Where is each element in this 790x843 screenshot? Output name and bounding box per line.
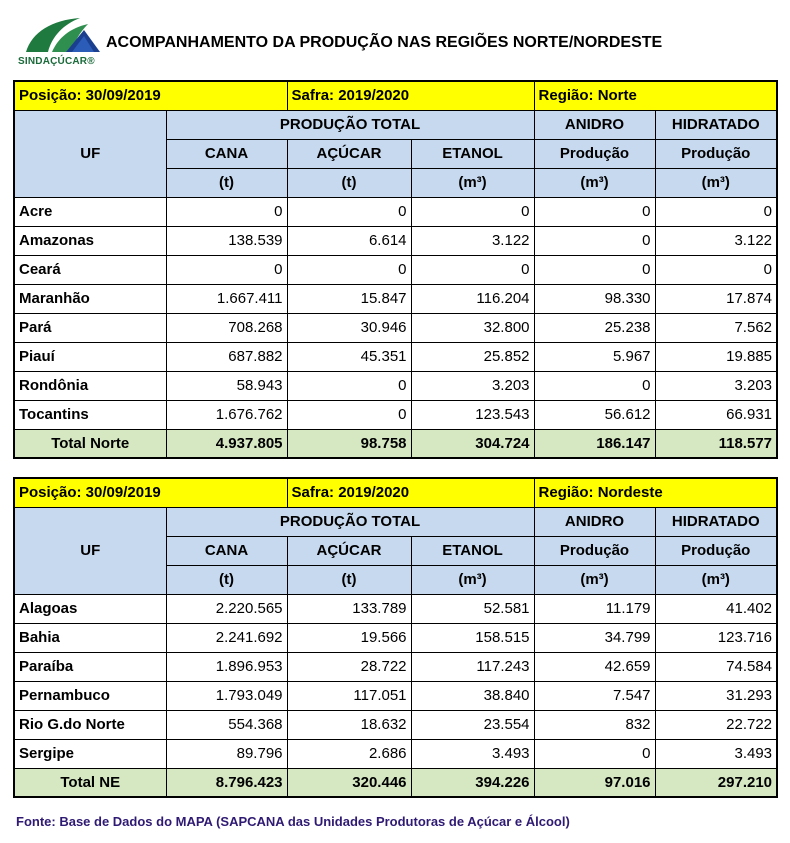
etanol-cell: 123.543 — [411, 400, 534, 429]
hidratado-cell: 22.722 — [655, 710, 777, 739]
table-row — [14, 284, 777, 313]
cana-cell: 0 — [166, 197, 287, 226]
table-row — [14, 681, 777, 710]
acucar-cell: 18.632 — [287, 710, 411, 739]
anidro-header: ANIDRO — [534, 110, 655, 139]
hidratado-cell: 74.584 — [655, 652, 777, 681]
hidratado-cell: 41.402 — [655, 594, 777, 623]
producao-total-header: PRODUÇÃO TOTAL — [166, 110, 534, 139]
anidro-cell: 0 — [534, 371, 655, 400]
norte-position-row — [14, 81, 777, 110]
etanol-cell: 117.243 — [411, 652, 534, 681]
unit-cell: (t) — [287, 168, 411, 197]
uf-header: UF — [14, 110, 166, 197]
logo-text: SINDAÇÚCAR® — [18, 56, 95, 67]
cana-cell: 2.241.692 — [166, 623, 287, 652]
acucar-cell: 30.946 — [287, 313, 411, 342]
acucar-cell: 0 — [287, 400, 411, 429]
etanol-cell: 116.204 — [411, 284, 534, 313]
unit-cell: (t) — [287, 565, 411, 594]
acucar-cell: 0 — [287, 371, 411, 400]
uf-cell: Maranhão — [14, 284, 166, 313]
norte-table — [13, 80, 778, 459]
source-footnote: Fonte: Base de Dados do MAPA (SAPCANA das Unidades Produtoras de Açúcar e Álcool) — [16, 814, 570, 829]
hidratado-cell: 66.931 — [655, 400, 777, 429]
etanol-total: 304.724 — [411, 429, 534, 458]
table-row — [14, 652, 777, 681]
cana-total: 8.796.423 — [166, 768, 287, 797]
position-date: Posição: 30/09/2019 — [14, 81, 287, 110]
anidro-cell: 0 — [534, 255, 655, 284]
hidratado-cell: 7.562 — [655, 313, 777, 342]
acucar-total: 320.446 — [287, 768, 411, 797]
anidro-total: 186.147 — [534, 429, 655, 458]
unit-cell: (m³) — [534, 565, 655, 594]
uf-cell: Piauí — [14, 342, 166, 371]
anidro-cell: 7.547 — [534, 681, 655, 710]
nordeste-position-row — [14, 478, 777, 507]
unit-cell: (m³) — [534, 168, 655, 197]
anidro-cell: 42.659 — [534, 652, 655, 681]
acucar-cell: 28.722 — [287, 652, 411, 681]
anidro-cell: 0 — [534, 197, 655, 226]
anidro-cell: 5.967 — [534, 342, 655, 371]
hidratado-cell: 19.885 — [655, 342, 777, 371]
acucar-cell: 19.566 — [287, 623, 411, 652]
table-row — [14, 739, 777, 768]
hidratado-total: 118.577 — [655, 429, 777, 458]
hidratado-producao-header: Produção — [655, 139, 777, 168]
hidratado-cell: 17.874 — [655, 284, 777, 313]
anidro-cell: 98.330 — [534, 284, 655, 313]
unit-cell: (m³) — [655, 565, 777, 594]
anidro-cell: 0 — [534, 226, 655, 255]
etanol-header: ETANOL — [411, 536, 534, 565]
uf-cell: Bahia — [14, 623, 166, 652]
unit-cell: (m³) — [411, 565, 534, 594]
table-row — [14, 197, 777, 226]
uf-cell: Pernambuco — [14, 681, 166, 710]
table-row — [14, 594, 777, 623]
header-row — [14, 507, 777, 536]
uf-cell: Ceará — [14, 255, 166, 284]
table-row — [14, 255, 777, 284]
nordeste-table — [13, 477, 778, 798]
anidro-header: ANIDRO — [534, 507, 655, 536]
cana-cell: 708.268 — [166, 313, 287, 342]
cana-cell: 58.943 — [166, 371, 287, 400]
uf-cell: Rio G.do Norte — [14, 710, 166, 739]
cana-cell: 554.368 — [166, 710, 287, 739]
hidratado-header: HIDRATADO — [655, 110, 777, 139]
etanol-cell: 52.581 — [411, 594, 534, 623]
header-row — [14, 110, 777, 139]
etanol-total: 394.226 — [411, 768, 534, 797]
cana-cell: 1.676.762 — [166, 400, 287, 429]
acucar-header: AÇÚCAR — [287, 536, 411, 565]
uf-cell: Alagoas — [14, 594, 166, 623]
anidro-cell: 56.612 — [534, 400, 655, 429]
hidratado-cell: 0 — [655, 197, 777, 226]
etanol-cell: 25.852 — [411, 342, 534, 371]
table-row — [14, 623, 777, 652]
hidratado-producao-header: Produção — [655, 536, 777, 565]
acucar-cell: 0 — [287, 255, 411, 284]
hidratado-cell: 31.293 — [655, 681, 777, 710]
uf-header: UF — [14, 507, 166, 594]
cana-header: CANA — [166, 536, 287, 565]
acucar-cell: 2.686 — [287, 739, 411, 768]
cana-cell: 2.220.565 — [166, 594, 287, 623]
unit-cell: (m³) — [655, 168, 777, 197]
anidro-producao-header: Produção — [534, 536, 655, 565]
uf-cell: Amazonas — [14, 226, 166, 255]
uf-cell: Rondônia — [14, 371, 166, 400]
sindacucar-logo — [18, 12, 104, 70]
anidro-total: 97.016 — [534, 768, 655, 797]
table-row — [14, 226, 777, 255]
acucar-cell: 15.847 — [287, 284, 411, 313]
hidratado-cell: 3.203 — [655, 371, 777, 400]
hidratado-cell: 123.716 — [655, 623, 777, 652]
total-label: Total NE — [14, 768, 166, 797]
logo-mark-icon — [22, 14, 102, 58]
total-row — [14, 429, 777, 458]
anidro-producao-header: Produção — [534, 139, 655, 168]
etanol-cell: 3.203 — [411, 371, 534, 400]
cana-total: 4.937.805 — [166, 429, 287, 458]
cana-cell: 687.882 — [166, 342, 287, 371]
hidratado-header: HIDRATADO — [655, 507, 777, 536]
cana-cell: 0 — [166, 255, 287, 284]
table-row — [14, 371, 777, 400]
etanol-header: ETANOL — [411, 139, 534, 168]
anidro-cell: 832 — [534, 710, 655, 739]
unit-cell: (t) — [166, 565, 287, 594]
anidro-cell: 25.238 — [534, 313, 655, 342]
cana-header: CANA — [166, 139, 287, 168]
total-label: Total Norte — [14, 429, 166, 458]
region-label: Região: Nordeste — [534, 478, 777, 507]
acucar-total: 98.758 — [287, 429, 411, 458]
etanol-cell: 0 — [411, 255, 534, 284]
uf-cell: Sergipe — [14, 739, 166, 768]
cana-cell: 89.796 — [166, 739, 287, 768]
hidratado-cell: 3.122 — [655, 226, 777, 255]
hidratado-cell: 3.493 — [655, 739, 777, 768]
acucar-cell: 133.789 — [287, 594, 411, 623]
etanol-cell: 32.800 — [411, 313, 534, 342]
total-row — [14, 768, 777, 797]
hidratado-cell: 0 — [655, 255, 777, 284]
table-row — [14, 710, 777, 739]
table-row — [14, 313, 777, 342]
cana-cell: 1.667.411 — [166, 284, 287, 313]
report-header — [18, 12, 778, 72]
uf-cell: Acre — [14, 197, 166, 226]
position-date: Posição: 30/09/2019 — [14, 478, 287, 507]
acucar-cell: 0 — [287, 197, 411, 226]
etanol-cell: 3.122 — [411, 226, 534, 255]
safra-label: Safra: 2019/2020 — [287, 81, 534, 110]
cana-cell: 138.539 — [166, 226, 287, 255]
etanol-cell: 23.554 — [411, 710, 534, 739]
safra-label: Safra: 2019/2020 — [287, 478, 534, 507]
table-row — [14, 400, 777, 429]
hidratado-total: 297.210 — [655, 768, 777, 797]
cana-cell: 1.793.049 — [166, 681, 287, 710]
anidro-cell: 34.799 — [534, 623, 655, 652]
cana-cell: 1.896.953 — [166, 652, 287, 681]
region-label: Região: Norte — [534, 81, 777, 110]
etanol-cell: 38.840 — [411, 681, 534, 710]
uf-cell: Pará — [14, 313, 166, 342]
unit-cell: (m³) — [411, 168, 534, 197]
etanol-cell: 3.493 — [411, 739, 534, 768]
unit-cell: (t) — [166, 168, 287, 197]
uf-cell: Paraíba — [14, 652, 166, 681]
anidro-cell: 11.179 — [534, 594, 655, 623]
table-row — [14, 342, 777, 371]
uf-cell: Tocantins — [14, 400, 166, 429]
acucar-cell: 45.351 — [287, 342, 411, 371]
producao-total-header: PRODUÇÃO TOTAL — [166, 507, 534, 536]
etanol-cell: 158.515 — [411, 623, 534, 652]
etanol-cell: 0 — [411, 197, 534, 226]
acucar-header: AÇÚCAR — [287, 139, 411, 168]
page-title: ACOMPANHAMENTO DA PRODUÇÃO NAS REGIÕES NORTE/NORDESTE — [106, 34, 663, 51]
acucar-cell: 6.614 — [287, 226, 411, 255]
acucar-cell: 117.051 — [287, 681, 411, 710]
anidro-cell: 0 — [534, 739, 655, 768]
